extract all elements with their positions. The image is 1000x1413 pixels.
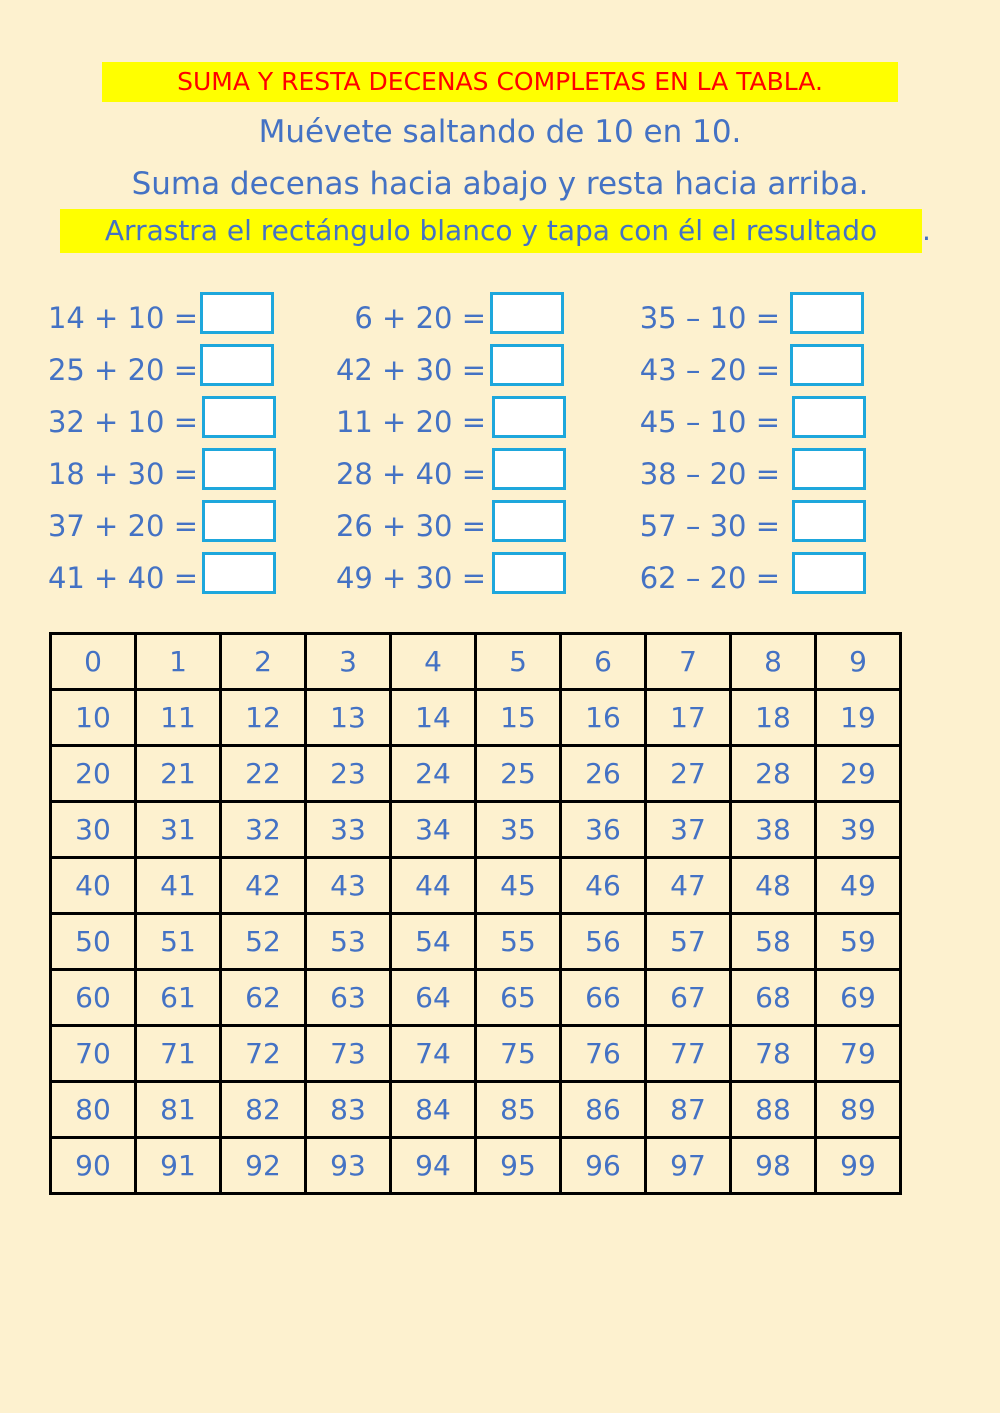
grid-cell: 99: [816, 1138, 901, 1194]
grid-cell: 6: [561, 634, 646, 690]
grid-cell: 14: [391, 690, 476, 746]
grid-cell: 15: [476, 690, 561, 746]
grid-cell: 7: [646, 634, 731, 690]
grid-cell: 56: [561, 914, 646, 970]
grid-cell: 91: [136, 1138, 221, 1194]
exercise-equation: 49 + 30 =: [335, 561, 486, 595]
grid-cell: 83: [306, 1082, 391, 1138]
grid-cell: 18: [731, 690, 816, 746]
exercise-equation: 14 + 10 =: [47, 301, 198, 335]
exercise-equation: 28 + 40 =: [335, 457, 486, 491]
grid-cell: 62: [221, 970, 306, 1026]
grid-cell: 60: [51, 970, 136, 1026]
exercise-equation: 35 – 10 =: [639, 301, 780, 335]
grid-cell: 49: [816, 858, 901, 914]
grid-row: [51, 970, 901, 1026]
grid-cell: 48: [731, 858, 816, 914]
grid-cell: 74: [391, 1026, 476, 1082]
grid-cell: 73: [306, 1026, 391, 1082]
grid-cell: 76: [561, 1026, 646, 1082]
grid-cell: 41: [136, 858, 221, 914]
grid-cell: 92: [221, 1138, 306, 1194]
grid-cell: 9: [816, 634, 901, 690]
grid-cell: 42: [221, 858, 306, 914]
instruction-line-3-text: Arrastra el rectángulo blanco y tapa con él el resultado: [104, 214, 878, 247]
grid-cell: 50: [51, 914, 136, 970]
grid-cell: 88: [731, 1082, 816, 1138]
grid-cell: 94: [391, 1138, 476, 1194]
grid-cell: 30: [51, 802, 136, 858]
grid-cell: 64: [391, 970, 476, 1026]
grid-cell: 66: [561, 970, 646, 1026]
grid-cell: 52: [221, 914, 306, 970]
grid-cell: 12: [221, 690, 306, 746]
worksheet-title: SUMA Y RESTA DECENAS COMPLETAS EN LA TABLA.: [102, 62, 898, 102]
exercise-equation: 37 + 20 =: [47, 509, 198, 543]
grid-cell: 67: [646, 970, 731, 1026]
instruction-line-3: [60, 209, 931, 253]
grid-row: [51, 634, 901, 690]
grid-cell: 22: [221, 746, 306, 802]
grid-cell: 59: [816, 914, 901, 970]
grid-cell: 21: [136, 746, 221, 802]
grid-cell: 53: [306, 914, 391, 970]
grid-cell: 20: [51, 746, 136, 802]
exercise-equation: 25 + 20 =: [47, 353, 198, 387]
grid-cell: 47: [646, 858, 731, 914]
grid-cell: 51: [136, 914, 221, 970]
grid-cell: 70: [51, 1026, 136, 1082]
grid-cell: 85: [476, 1082, 561, 1138]
grid-row: [51, 914, 901, 970]
grid-cell: 65: [476, 970, 561, 1026]
grid-cell: 63: [306, 970, 391, 1026]
grid-cell: 31: [136, 802, 221, 858]
grid-cell: 97: [646, 1138, 731, 1194]
grid-cell: 38: [731, 802, 816, 858]
grid-row: [51, 1138, 901, 1194]
exercise-equation: 43 – 20 =: [639, 353, 780, 387]
grid-cell: 16: [561, 690, 646, 746]
grid-cell: 86: [561, 1082, 646, 1138]
grid-cell: 25: [476, 746, 561, 802]
answer-box[interactable]: [792, 552, 866, 594]
grid-cell: 36: [561, 802, 646, 858]
grid-cell: 81: [136, 1082, 221, 1138]
grid-cell: 0: [51, 634, 136, 690]
grid-cell: 3: [306, 634, 391, 690]
grid-cell: 72: [221, 1026, 306, 1082]
grid-cell: 35: [476, 802, 561, 858]
grid-cell: 23: [306, 746, 391, 802]
exercise-equation: 32 + 10 =: [47, 405, 198, 439]
grid-cell: 44: [391, 858, 476, 914]
exercise-equation: 62 – 20 =: [639, 561, 780, 595]
instruction-line-2: Suma decenas hacia abajo y resta hacia arriba.: [131, 166, 869, 202]
grid-cell: 8: [731, 634, 816, 690]
grid-cell: 87: [646, 1082, 731, 1138]
exercise-equation: 45 – 10 =: [639, 405, 780, 439]
grid-cell: 45: [476, 858, 561, 914]
grid-cell: 28: [731, 746, 816, 802]
grid-cell: 96: [561, 1138, 646, 1194]
grid-cell: 78: [731, 1026, 816, 1082]
grid-cell: 69: [816, 970, 901, 1026]
grid-cell: 82: [221, 1082, 306, 1138]
grid-cell: 33: [306, 802, 391, 858]
grid-cell: 61: [136, 970, 221, 1026]
grid-cell: 5: [476, 634, 561, 690]
grid-cell: 95: [476, 1138, 561, 1194]
grid-cell: 93: [306, 1138, 391, 1194]
grid-cell: 98: [731, 1138, 816, 1194]
answer-box[interactable]: [792, 500, 866, 542]
grid-row: [51, 858, 901, 914]
answer-box[interactable]: [790, 292, 864, 334]
grid-row: [51, 746, 901, 802]
grid-cell: 40: [51, 858, 136, 914]
grid-cell: 19: [816, 690, 901, 746]
grid-cell: 37: [646, 802, 731, 858]
grid-cell: 1: [136, 634, 221, 690]
answer-box[interactable]: [792, 448, 866, 490]
grid-cell: 58: [731, 914, 816, 970]
grid-row: [51, 690, 901, 746]
grid-cell: 90: [51, 1138, 136, 1194]
grid-cell: 89: [816, 1082, 901, 1138]
grid-cell: 34: [391, 802, 476, 858]
exercise-list: [0, 288, 1000, 608]
grid-cell: 2: [221, 634, 306, 690]
grid-cell: 11: [136, 690, 221, 746]
grid-cell: 77: [646, 1026, 731, 1082]
grid-cell: 4: [391, 634, 476, 690]
answer-box[interactable]: [792, 396, 866, 438]
grid-cell: 13: [306, 690, 391, 746]
grid-cell: 57: [646, 914, 731, 970]
grid-cell: 84: [391, 1082, 476, 1138]
exercise-equation: 38 – 20 =: [639, 457, 780, 491]
grid-cell: 26: [561, 746, 646, 802]
grid-cell: 43: [306, 858, 391, 914]
exercise-equation: 18 + 30 =: [47, 457, 198, 491]
grid-cell: 39: [816, 802, 901, 858]
exercise-equation: 41 + 40 =: [47, 561, 198, 595]
exercise-equation: 42 + 30 =: [335, 353, 486, 387]
instruction-line-3-period: .: [922, 214, 931, 247]
grid-cell: 75: [476, 1026, 561, 1082]
exercise-equation: 57 – 30 =: [639, 509, 780, 543]
grid-cell: 80: [51, 1082, 136, 1138]
exercise-equation: 11 + 20 =: [335, 405, 486, 439]
grid-cell: 29: [816, 746, 901, 802]
grid-cell: 54: [391, 914, 476, 970]
grid-cell: 32: [221, 802, 306, 858]
answer-box[interactable]: [790, 344, 864, 386]
instruction-line-1: Muévete saltando de 10 en 10.: [258, 114, 742, 150]
grid-cell: 10: [51, 690, 136, 746]
grid-cell: 79: [816, 1026, 901, 1082]
grid-cell: 71: [136, 1026, 221, 1082]
grid-cell: 46: [561, 858, 646, 914]
exercise-equation: 6 + 20 =: [354, 301, 486, 335]
exercise-equation: 26 + 30 =: [335, 509, 486, 543]
grid-row: [51, 802, 901, 858]
hundred-chart: [49, 632, 902, 1195]
grid-cell: 55: [476, 914, 561, 970]
grid-cell: 24: [391, 746, 476, 802]
grid-cell: 17: [646, 690, 731, 746]
grid-row: [51, 1026, 901, 1082]
grid-cell: 68: [731, 970, 816, 1026]
grid-cell: 27: [646, 746, 731, 802]
grid-row: [51, 1082, 901, 1138]
